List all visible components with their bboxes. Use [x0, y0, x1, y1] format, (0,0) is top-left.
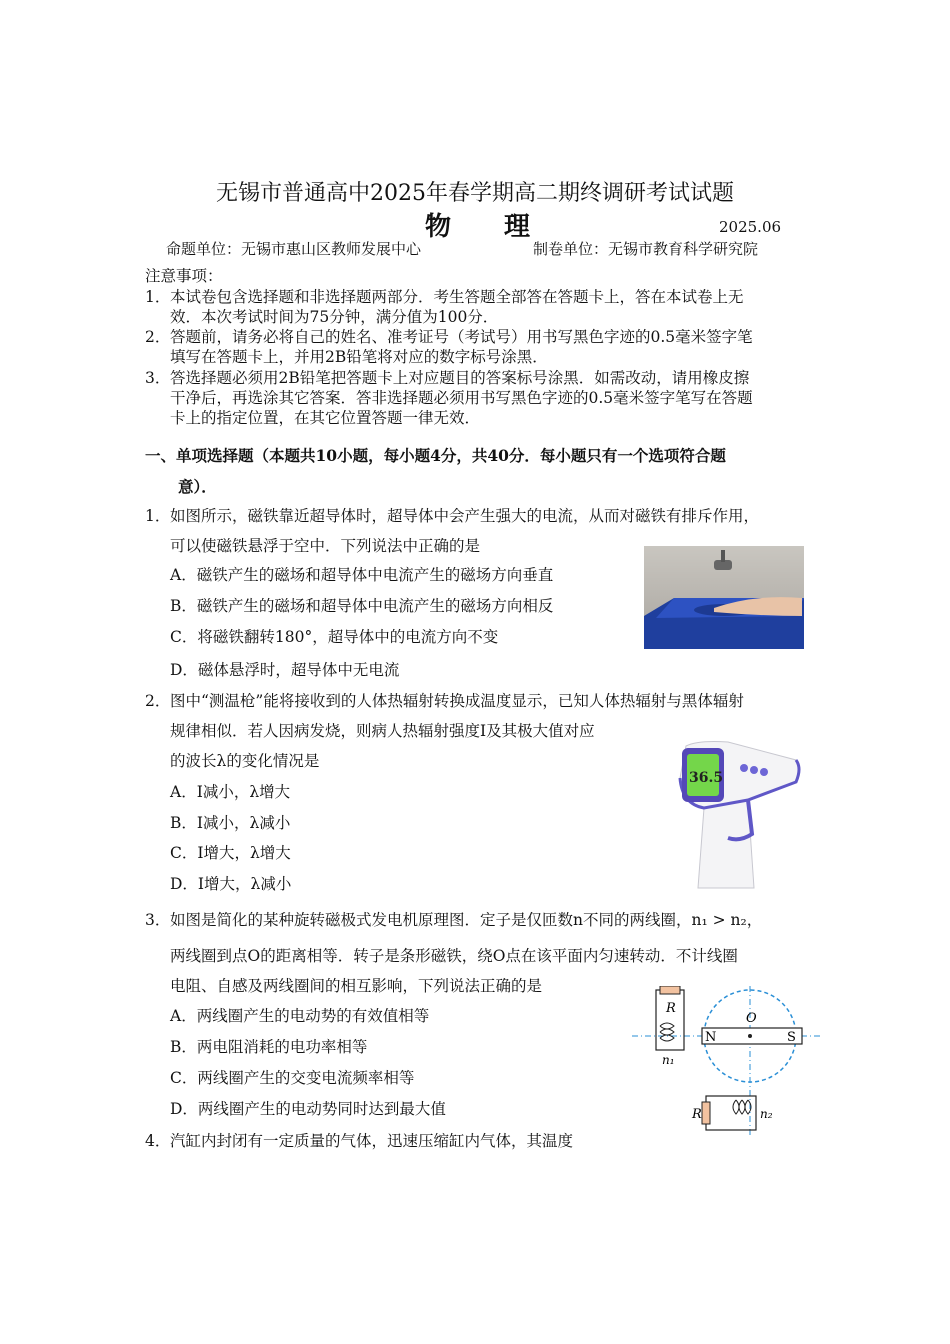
q2-stem-line3: 的波长λ的变化情况是 — [170, 752, 320, 770]
q3-number: 3． — [145, 911, 171, 929]
q1-number: 1． — [145, 507, 171, 525]
thermometer-gun-photo — [668, 738, 806, 890]
notice-num-1: 1． — [145, 288, 171, 306]
q3-option-d: D．两线圈产生的电动势同时达到最大值 — [170, 1100, 446, 1118]
q3-option-b: B．两电阻消耗的电功率相等 — [170, 1038, 368, 1056]
q2-stem-line1: 图中“测温枪”能将接收到的人体热辐射转换成温度显示，已知人体热辐射与黑体辐射 — [170, 692, 744, 710]
q3-option-a: A．两线圈产生的电动势的有效值相等 — [170, 1007, 430, 1025]
q3-option-c: C．两线圈产生的交变电流频率相等 — [170, 1069, 415, 1087]
notice-num-2: 2． — [145, 328, 171, 346]
coil-n1-label: n₁ — [662, 1053, 675, 1067]
notice-1-line2: 效．本次考试时间为75分钟，满分值为100分． — [170, 308, 499, 326]
author-unit: 命题单位：无锡市惠山区教师发展中心 — [166, 240, 422, 258]
notice-2-line2: 填写在答题卡上，并用2B铅笔将对应的数字标号涂黑． — [170, 348, 548, 366]
q3-stem-line3: 电阻、自感及两线圈间的相互影响，下列说法正确的是 — [170, 977, 543, 995]
notice-3-line3: 卡上的指定位置，在其它位置答题一律无效． — [170, 409, 481, 427]
q2-option-b: B．I减小，λ减小 — [170, 814, 291, 832]
notice-num-3: 3． — [145, 369, 171, 387]
notice-heading: 注意事项： — [145, 267, 223, 285]
q1-stem-line1: 如图所示，磁铁靠近超导体时，超导体中会产生强大的电流，从而对磁铁有排斥作用， — [170, 507, 760, 525]
resistor-bottom-label: R — [692, 1107, 702, 1122]
q3-stem-line1: 如图是简化的某种旋转磁极式发电机原理图．定子是仅匝数n不同的两线圈，n₁ > n₂， — [170, 911, 763, 929]
q3-stem-line2: 两线圈到点O的距离相等．转子是条形磁铁，绕O点在该平面内匀速转动．不计线圈 — [170, 947, 738, 965]
exam-date: 2025.06 — [719, 218, 782, 236]
magnet-north-label: N — [705, 1030, 717, 1045]
notice-3-line2: 干净后，再选涂其它答案．答非选择题必须用书写黑色字迹的0.5毫米签字笔写在答题 — [170, 389, 753, 407]
thermometer-display: 36.5 — [689, 770, 724, 786]
subject-title: 物 理 — [425, 212, 553, 242]
magnet-south-label: S — [787, 1030, 796, 1045]
q1-option-c: C．将磁铁翻转180°，超导体中的电流方向不变 — [170, 628, 499, 646]
section-heading: 一、单项选择题（本题共10小题，每小题4分，共40分．每小题只有一个选项符合题 — [145, 446, 726, 465]
notice-1-line1: 本试卷包含选择题和非选择题两部分．考生答题全部答在答题卡上，答在本试卷上无 — [170, 288, 744, 306]
q1-option-d: D．磁体悬浮时，超导体中无电流 — [170, 661, 400, 679]
exam-title: 无锡市普通高中2025年春学期高二期终调研考试试题 — [216, 181, 734, 206]
q2-number: 2． — [145, 692, 171, 710]
q1-option-b: B．磁铁产生的磁场和超导体中电流产生的磁场方向相反 — [170, 597, 554, 615]
notice-2-line1: 答题前，请务必将自己的姓名、准考证号（考试号）用书写黑色字迹的0.5毫米签字笔 — [170, 328, 753, 346]
q2-stem-line2: 规律相似．若人因病发烧，则病人热辐射强度I及其极大值对应 — [170, 722, 595, 740]
q4-stem-line1: 汽缸内封闭有一定质量的气体，迅速压缩缸内气体，其温度 — [170, 1132, 574, 1150]
q2-option-d: D．I增大，λ减小 — [170, 875, 292, 893]
q2-option-a: A．I减小，λ增大 — [170, 783, 291, 801]
q1-option-a: A．磁铁产生的磁场和超导体中电流产生的磁场方向垂直 — [170, 566, 554, 584]
q2-option-c: C．I增大，λ增大 — [170, 844, 291, 862]
coil-n2-label: n₂ — [760, 1107, 773, 1121]
resistor-top-label: R — [666, 1001, 676, 1016]
section-heading-cont: 意）． — [178, 477, 217, 496]
notice-3-line1: 答选择题必须用2B铅笔把答题卡上对应题目的答案标号涂黑．如需改动，请用橡皮擦 — [170, 369, 750, 387]
q1-stem-line2: 可以使磁铁悬浮于空中．下列说法中正确的是 — [170, 537, 481, 555]
superconductor-levitation-photo — [644, 546, 804, 649]
pivot-o-label: O — [746, 1011, 757, 1026]
q4-number: 4． — [145, 1132, 171, 1150]
maker-unit: 制卷单位：无锡市教育科学研究院 — [533, 240, 759, 258]
generator-diagram — [632, 986, 822, 1136]
